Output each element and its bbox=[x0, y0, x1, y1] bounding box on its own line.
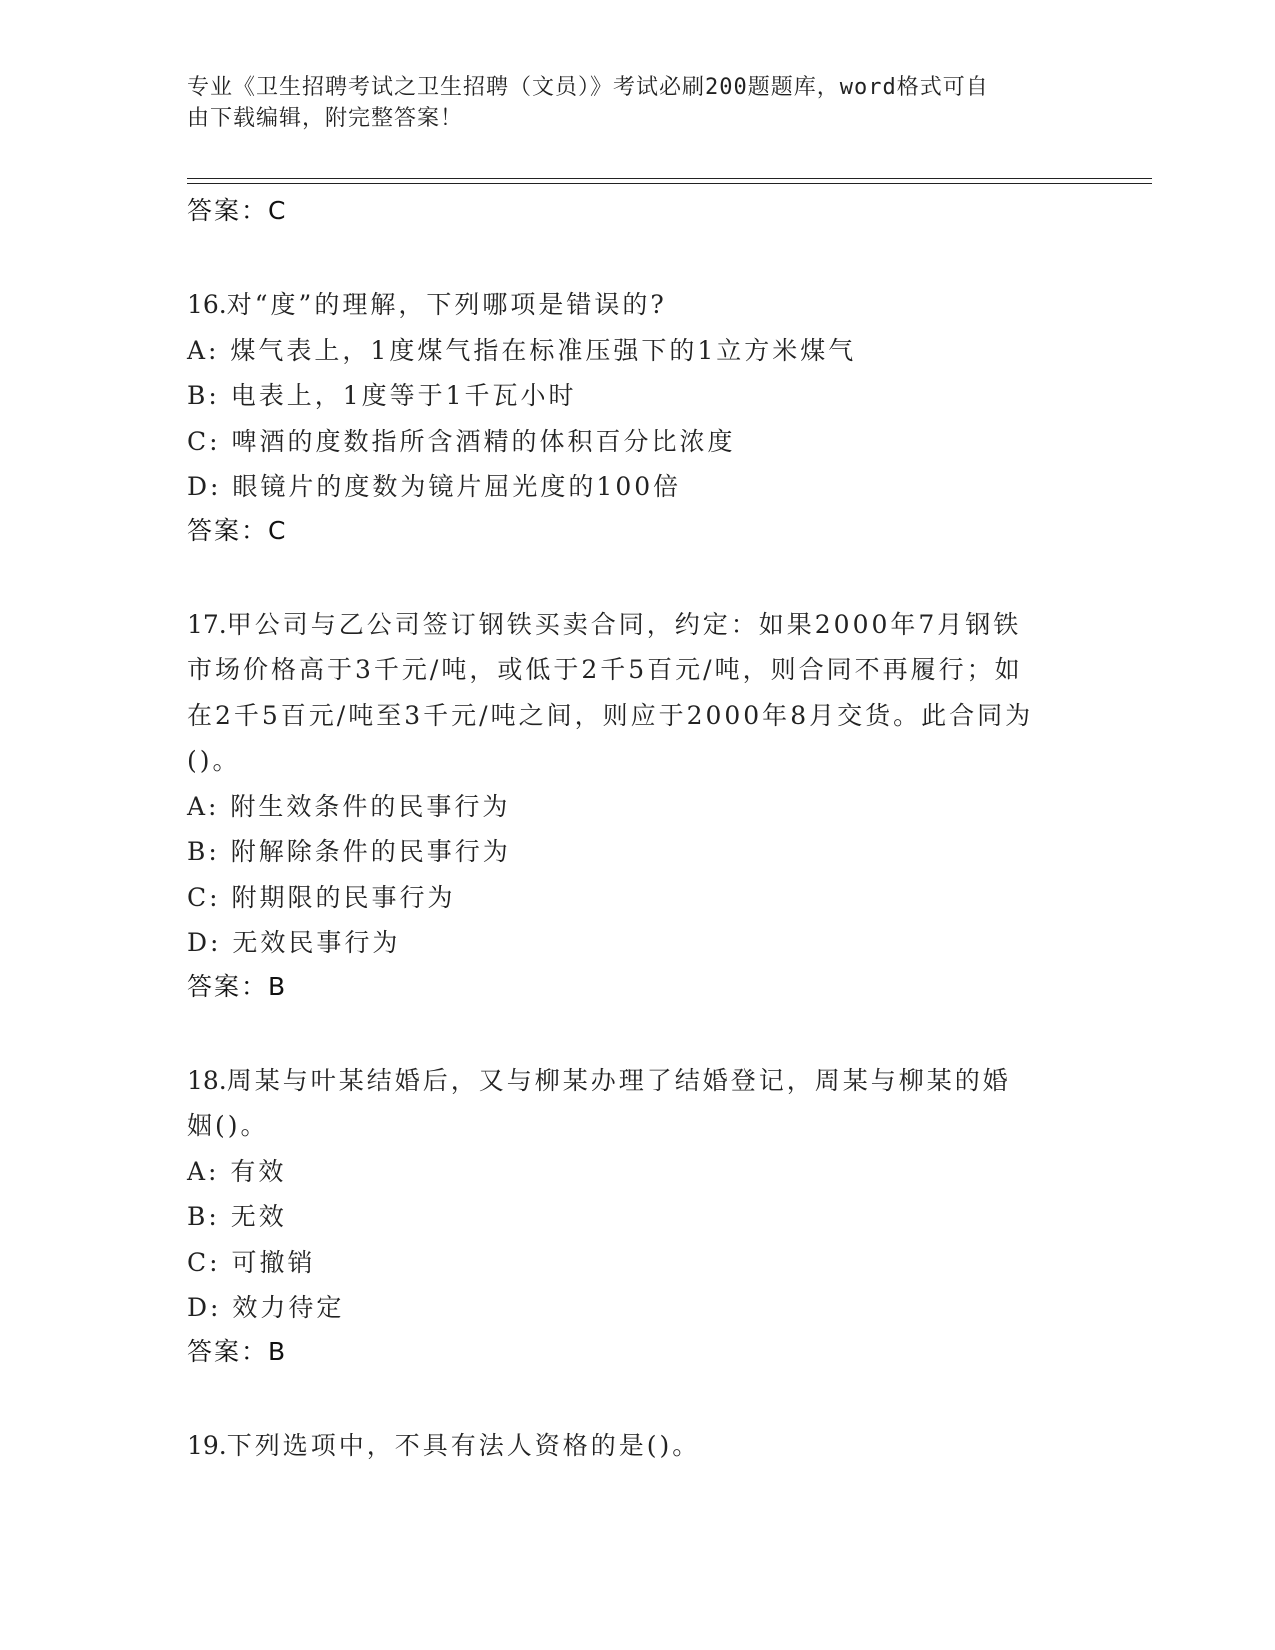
option-b: B: 附解除条件的民事行为 bbox=[187, 837, 511, 866]
answer-label: 答案： bbox=[187, 196, 269, 225]
question-block bbox=[187, 1058, 1087, 1373]
question-number: 16. bbox=[187, 290, 227, 319]
option-c: C: 附期限的民事行为 bbox=[187, 882, 456, 912]
header-line-1: 专业《卫生招聘考试之卫生招聘（文员）》考试必刷200题题库，word格式可自 bbox=[187, 75, 989, 100]
question-stem bbox=[187, 1058, 1037, 1149]
question-stem bbox=[187, 1423, 1087, 1469]
header-divider-bottom bbox=[187, 183, 1152, 184]
answer-value: B bbox=[268, 1336, 288, 1366]
question-number: 18. bbox=[187, 1065, 227, 1095]
header-line-2: 由下载编辑，附完整答案！ bbox=[187, 106, 464, 131]
header-divider-top bbox=[187, 178, 1152, 179]
option-d: D: 效力待定 bbox=[187, 1293, 345, 1322]
question-text: 对“度”的理解，下列哪项是错误的? bbox=[226, 290, 667, 319]
option-d: D: 眼镜片的度数为镜片屈光度的100倍 bbox=[187, 472, 682, 501]
answer-line bbox=[187, 510, 1087, 552]
option-c: C: 啤酒的度数指所含酒精的体积百分比浓度 bbox=[187, 426, 736, 456]
option-b: B: 电表上，1度等于1千瓦小时 bbox=[187, 381, 577, 410]
question-block bbox=[187, 282, 1087, 552]
question-block bbox=[187, 602, 1087, 1008]
question-block bbox=[187, 1423, 1087, 1469]
answer-line bbox=[187, 966, 1087, 1008]
question-number: 19. bbox=[187, 1430, 227, 1460]
option-c: C: 可撤销 bbox=[187, 1247, 316, 1277]
question-stem bbox=[187, 602, 1037, 784]
option-d: D: 无效民事行为 bbox=[187, 928, 401, 957]
answer-line bbox=[187, 190, 1087, 232]
question-number: 17. bbox=[187, 609, 227, 639]
question-stem bbox=[187, 282, 1087, 328]
answer-label: 答案： bbox=[187, 515, 269, 545]
question-text: 甲公司与乙公司签订钢铁买卖合同，约定：如果2000年7月钢铁市场价格高于3千元/吨，或低于2千5百元/吨，则合同不再履行；如在2千5百元/吨至3千元/吨之间，则应于2000年8月交货。此合同为()。 bbox=[187, 609, 1034, 775]
question-text: 周某与叶某结婚后，又与柳某办理了结婚登记，周某与柳某的婚姻()。 bbox=[187, 1065, 1011, 1140]
answer-line bbox=[187, 1331, 1087, 1373]
answer-value: C bbox=[268, 196, 288, 225]
question-text: 下列选项中，不具有法人资格的是()。 bbox=[226, 1430, 701, 1460]
option-a: A: 有效 bbox=[187, 1156, 287, 1186]
answer-label: 答案： bbox=[187, 1336, 269, 1366]
answer-label: 答案： bbox=[187, 971, 269, 1001]
answer-value: B bbox=[268, 971, 288, 1001]
option-a: A: 煤气表上，1度煤气指在标准压强下的1立方米煤气 bbox=[187, 335, 857, 365]
option-b: B: 无效 bbox=[187, 1202, 287, 1231]
document-header bbox=[187, 72, 1067, 134]
option-a: A: 附生效条件的民事行为 bbox=[187, 791, 511, 821]
document-body bbox=[187, 190, 1087, 1468]
answer-value: C bbox=[268, 515, 288, 545]
